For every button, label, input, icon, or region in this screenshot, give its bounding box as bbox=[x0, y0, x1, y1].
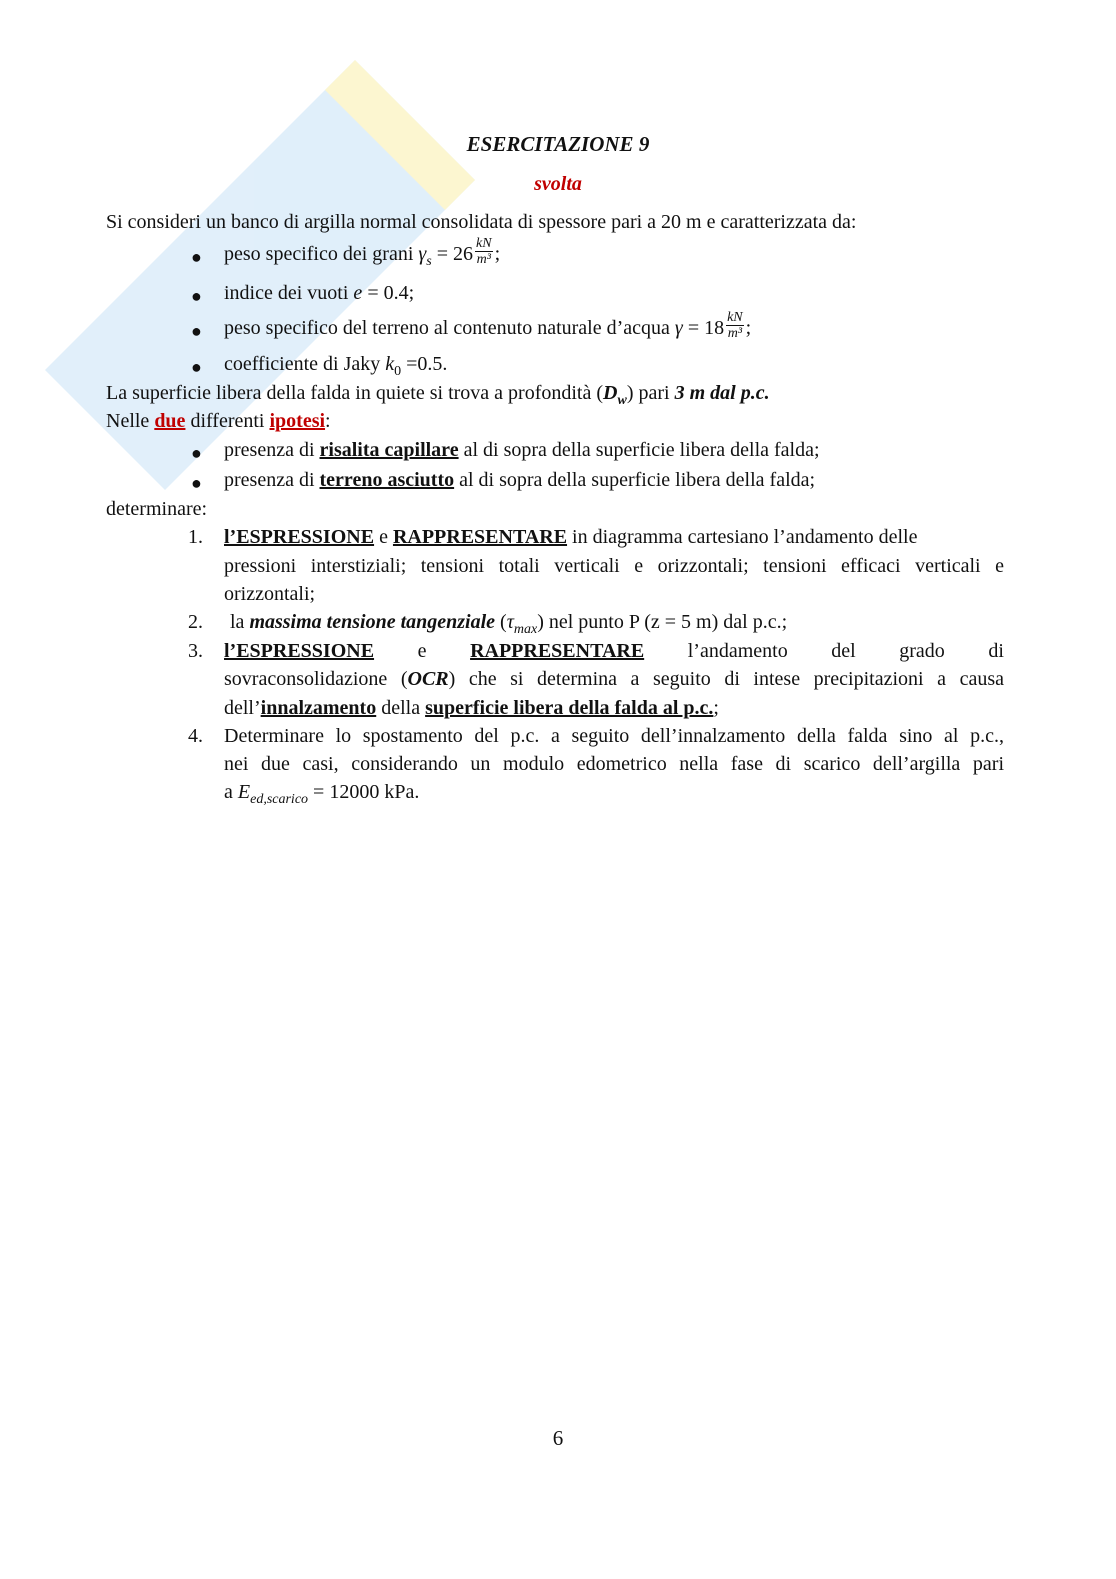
task-2-line-1: la massima tensione tangenziale $(\tau_{max})$ nel punto P (z = 5 m) dal p.c.; bbox=[230, 611, 788, 637]
task-number: 1. bbox=[188, 526, 203, 548]
task-1-line-2: pressioni interstiziali; tensioni totali verticali e orizzontali; tensioni efficaci verticali e bbox=[224, 555, 1004, 577]
hypothesis-capillary: presenza di risalita capillare al di sopra della superficie libera della falda; bbox=[224, 439, 820, 461]
determinare-label: determinare: bbox=[106, 498, 208, 520]
task-number: 2. bbox=[188, 611, 203, 633]
exercise-title: ESERCITAZIONE 9 bbox=[466, 132, 650, 156]
bullet-dot: ● bbox=[191, 321, 202, 341]
page-number: 6 bbox=[552, 1426, 564, 1450]
property-grain-unit-weight: peso specifico dei grani $\gamma_s = 26$ $\frac{kN}{\text{m³}}$ ; bbox=[224, 235, 501, 269]
task-number: 3. bbox=[188, 640, 203, 662]
bullet-dot: ● bbox=[191, 473, 202, 493]
property-void-ratio: indice dei vuoti e = 0.4; bbox=[224, 282, 415, 304]
bullet-dot: ● bbox=[191, 443, 202, 463]
bullet-dot: ● bbox=[191, 357, 202, 377]
property-natural-unit-weight: peso specifico del terreno al contenuto naturale d’acqua γ = 18 $\frac{kN}{\text{m³}}$ ; bbox=[224, 309, 752, 341]
intro-text: Si consideri un banco di argilla normal consolidata di spessore pari a 20 m e caratterizzata da: bbox=[106, 211, 857, 233]
task-1-line-1: l’ESPRESSIONE e RAPPRESENTARE in diagramma cartesiano l’andamento delle bbox=[224, 526, 918, 548]
task-4-line-1: Determinare lo spostamento del p.c. a seguito dell’innalzamento della falda sino al p.c., bbox=[224, 725, 1004, 747]
hypothesis-dry-soil: presenza di terreno asciutto al di sopra della superficie libera della falda; bbox=[224, 469, 816, 491]
hypotheses-intro: Nelle due differenti ipotesi: bbox=[106, 410, 331, 432]
task-3-line-2: sovraconsolidazione (OCR) che si determina a seguito di intese precipitazioni a causa bbox=[224, 668, 1004, 690]
bullet-dot: ● bbox=[191, 286, 202, 306]
task-3-line-3: dell’innalzamento della superficie libera della falda al p.c.; bbox=[224, 697, 719, 719]
bullet-dot: ● bbox=[191, 247, 202, 267]
task-4-line-2: nei due casi, considerando un modulo edometrico nella fase di scarico dell’argilla pari bbox=[224, 753, 1004, 775]
task-number: 4. bbox=[188, 725, 203, 747]
task-4-line-3: a $E_{ed,scarico} = 12000$ kPa. bbox=[224, 781, 420, 807]
property-jaky-coefficient: coefficiente di Jaky $k_0 =0.5$. bbox=[224, 353, 448, 379]
task-3-line-1: l’ESPRESSIONE e RAPPRESENTARE l’andamento del grado di bbox=[224, 640, 1004, 662]
water-table-text: La superficie libera della falda in quiete si trova a profondità $(D_w)$ pari 3 m dal p.c. bbox=[106, 382, 770, 408]
task-1-line-3: orizzontali; bbox=[224, 583, 316, 605]
exercise-subtitle: svolta bbox=[534, 173, 582, 195]
